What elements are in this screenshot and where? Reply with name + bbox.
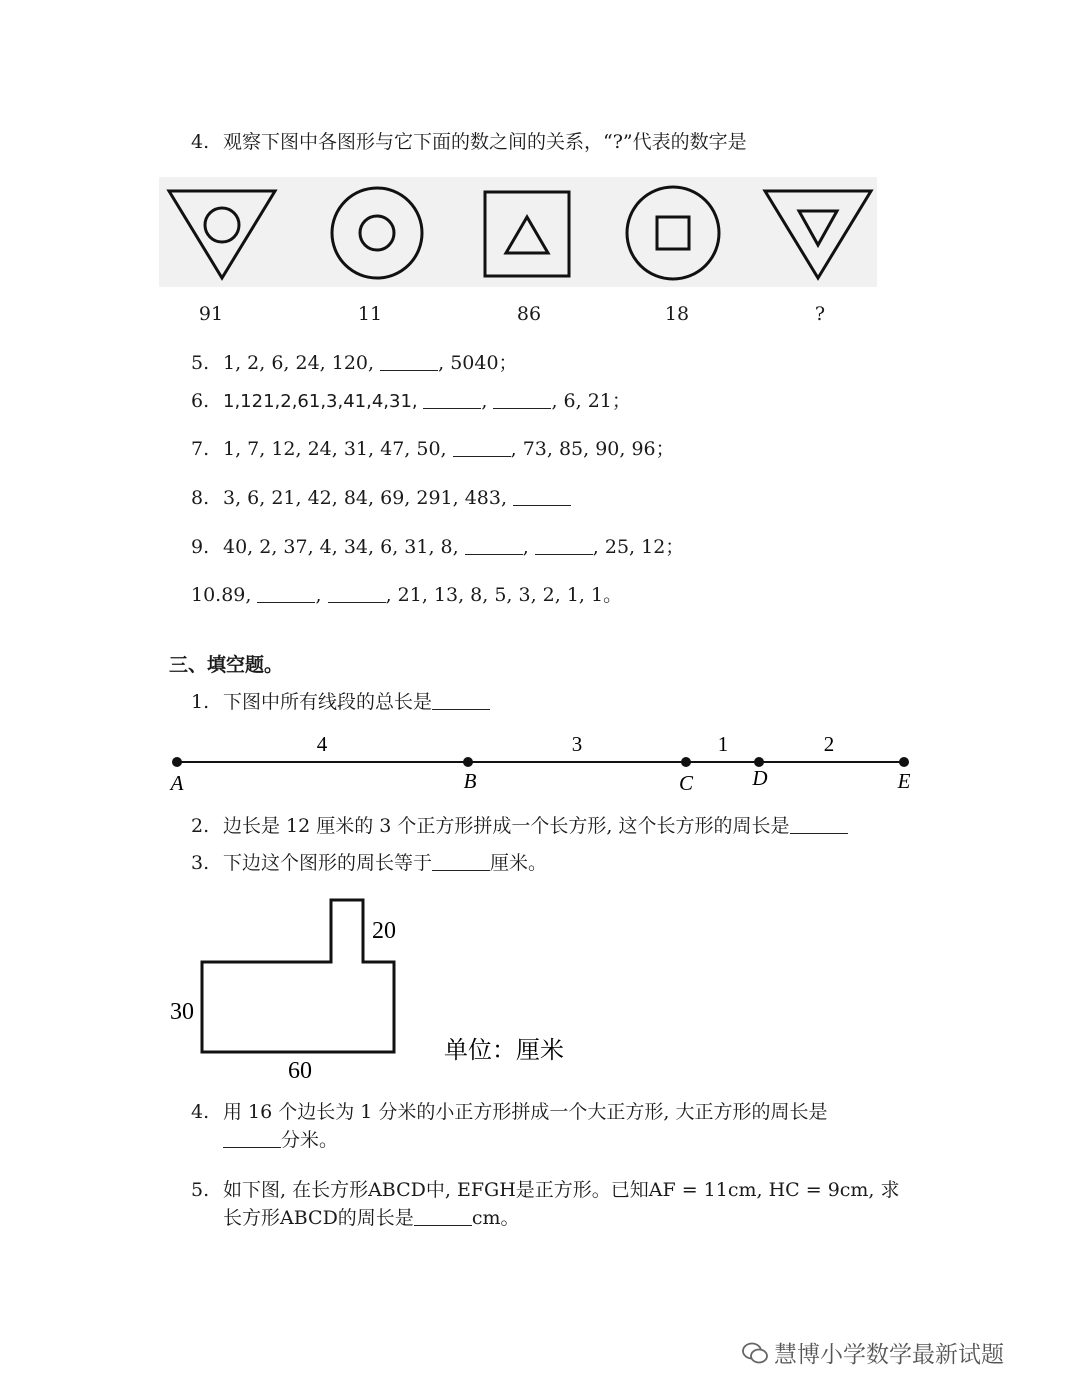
question-number: 2.	[191, 815, 210, 837]
answer-blank[interactable]	[432, 691, 490, 710]
answer-blank[interactable]	[535, 536, 593, 555]
sequence-text-after: , 73, 85, 90, 96；	[510, 438, 675, 460]
question-text-after: 分米。	[281, 1129, 339, 1151]
question-text: 下图中所有线段的总长是	[223, 691, 433, 713]
segment-figure	[160, 725, 920, 800]
sequence-text: 3, 6, 21, 42, 84, 69, 291, 483,	[223, 487, 514, 509]
length-de: 2	[823, 732, 835, 756]
question-text: 观察下图中各图形与它下面的数之间的关系，“?”代表的数字是	[223, 131, 747, 153]
sequence-text-after: , 21, 13, 8, 5, 3, 2, 1, 1。	[385, 584, 623, 606]
question-number: 6.	[191, 390, 210, 412]
shape-label-1: 91	[198, 303, 224, 325]
question-text: 边长是 12 厘米的 3 个正方形拼成一个长方形, 这个长方形的周长是	[223, 815, 790, 837]
question-number: 8.	[191, 487, 210, 509]
question-number: 9.	[191, 536, 210, 558]
question-number: 5.	[191, 352, 210, 374]
sequence-text: 1, 7, 12, 24, 31, 47, 50,	[223, 438, 453, 460]
section-heading: 三、填空题。	[169, 654, 284, 676]
question-4	[191, 130, 747, 154]
question-number: 4.	[191, 1101, 210, 1123]
point-c	[681, 757, 691, 767]
sequence-separator: ,	[481, 390, 494, 412]
fill-question-2	[191, 814, 848, 838]
fill-question-4	[191, 1100, 828, 1124]
sequence-separator: ,	[315, 584, 328, 606]
label-b: B	[463, 769, 477, 793]
label-c: C	[678, 771, 694, 795]
length-bc: 3	[571, 732, 583, 756]
length-ab: 4	[316, 732, 328, 756]
question-text: 如下图, 在长方形ABCD中, EFGH是正方形。已知AF = 11cm, HC = 9cm, 求	[223, 1179, 900, 1201]
label-a: A	[170, 771, 184, 795]
answer-blank[interactable]	[257, 584, 315, 603]
fill-question-5-line2	[223, 1206, 519, 1230]
sequence-text-after: , 6, 21；	[551, 390, 631, 412]
sequence-text: 1,121,2,61,3,41,4,31,	[223, 391, 424, 412]
answer-blank[interactable]	[380, 352, 438, 371]
answer-blank[interactable]	[465, 536, 523, 555]
circle-with-square-shape	[627, 187, 719, 279]
watermark	[742, 1336, 1004, 1369]
answer-blank[interactable]	[513, 487, 571, 506]
shape-label-2: 11	[357, 303, 383, 325]
label-d: D	[752, 766, 768, 790]
question-number: 1.	[191, 691, 210, 713]
question-text: 下边这个图形的周长等于	[223, 852, 433, 874]
question-7	[191, 437, 675, 461]
unit-label: 单位：厘米	[444, 1038, 564, 1064]
question-number: 4.	[191, 131, 210, 153]
question-text-after: 厘米。	[490, 852, 548, 874]
answer-blank[interactable]	[493, 390, 551, 409]
sequence-separator: ,	[522, 536, 535, 558]
sequence-text: 1, 2, 6, 24, 120,	[223, 352, 381, 374]
point-a	[172, 757, 182, 767]
answer-blank[interactable]	[432, 852, 490, 871]
shape-label-4: 18	[664, 303, 690, 325]
answer-blank[interactable]	[414, 1207, 472, 1226]
sequence-text: 40, 2, 37, 4, 34, 6, 31, 8,	[223, 536, 465, 558]
label-e: E	[897, 769, 911, 793]
sequence-text: 89,	[221, 584, 258, 606]
square-with-triangle-shape	[485, 192, 569, 276]
label-60: 60	[288, 1058, 312, 1084]
question-number: 3.	[191, 852, 210, 874]
question-8	[191, 486, 571, 510]
circle-with-circle-shape	[332, 188, 422, 278]
composite-shape-figure	[160, 890, 600, 1090]
triangle-with-triangle-shape	[765, 191, 871, 278]
label-30: 30	[170, 999, 194, 1025]
watermark-text: 慧博小学数学最新试题	[774, 1342, 1004, 1368]
question-9	[191, 535, 684, 559]
point-b	[463, 757, 473, 767]
question-number: 7.	[191, 438, 210, 460]
fill-question-5	[191, 1178, 900, 1202]
question-5	[191, 351, 518, 375]
answer-blank[interactable]	[790, 815, 848, 834]
question-text: 用 16 个边长为 1 分米的小正方形拼成一个大正方形, 大正方形的周长是	[223, 1101, 828, 1123]
fill-question-1	[191, 690, 490, 714]
fill-question-3	[191, 851, 547, 875]
answer-blank[interactable]	[223, 1129, 281, 1148]
shape-label-3: 86	[516, 303, 542, 325]
answer-blank[interactable]	[453, 438, 511, 457]
answer-blank[interactable]	[423, 390, 481, 409]
composite-shape	[202, 900, 394, 1052]
length-cd: 1	[717, 732, 729, 756]
question-10	[191, 583, 622, 607]
question-number: 5.	[191, 1179, 210, 1201]
question-text-after: cm。	[471, 1207, 520, 1229]
fill-question-4-line2	[223, 1128, 338, 1152]
shape-label-5: ?	[814, 303, 826, 325]
wechat-icon	[742, 1341, 768, 1365]
sequence-text-after: , 25, 12；	[592, 536, 685, 558]
sequence-text-after: , 5040；	[438, 352, 518, 374]
label-20: 20	[372, 918, 396, 944]
answer-blank[interactable]	[328, 584, 386, 603]
question-6	[191, 389, 631, 414]
triangle-with-circle-shape	[169, 191, 275, 278]
question-text: 长方形ABCD的周长是	[223, 1207, 414, 1229]
point-e	[899, 757, 909, 767]
question-number: 10.	[191, 584, 222, 606]
shape-pattern-figure	[159, 177, 877, 287]
